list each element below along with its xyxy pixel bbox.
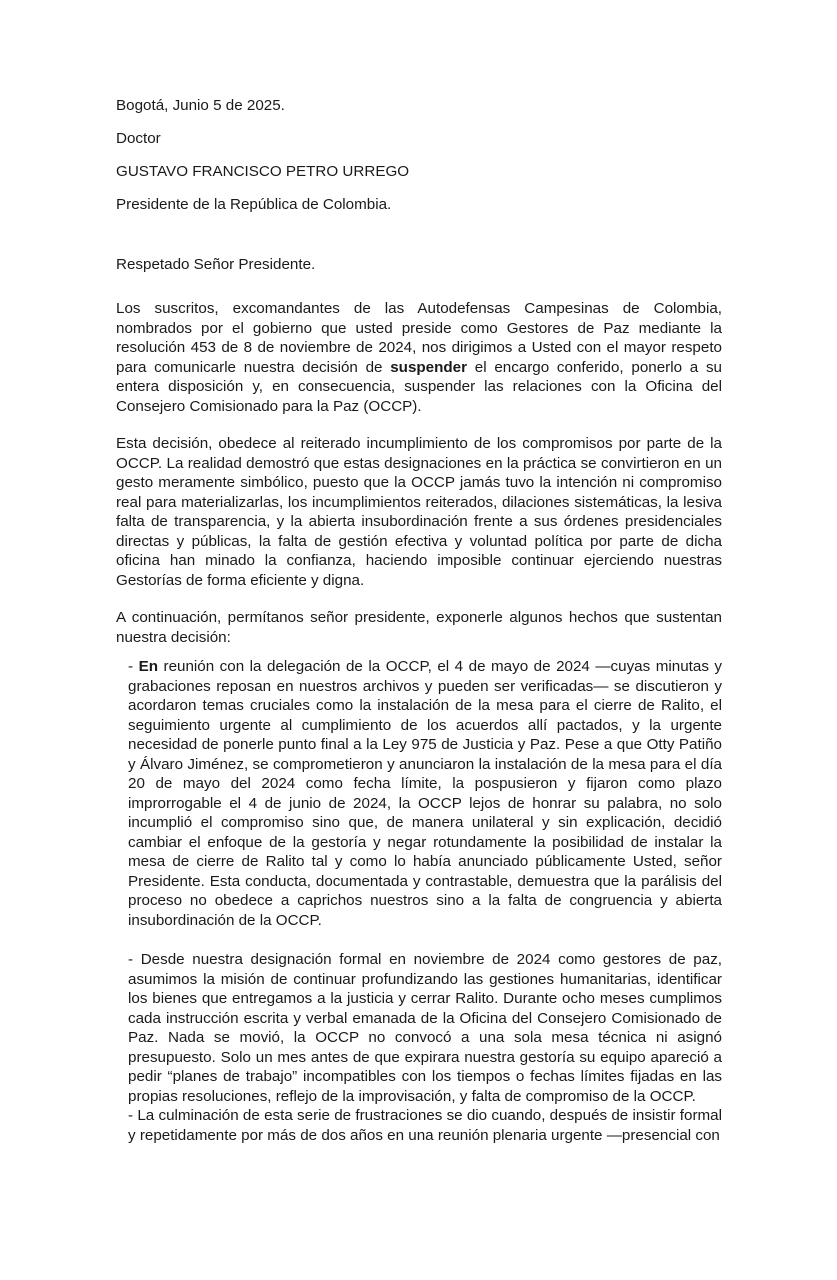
bullet-bold-lead: En bbox=[138, 658, 158, 675]
letter-page bbox=[116, 96, 722, 1145]
bullet-dash: - bbox=[128, 658, 139, 675]
recipient-position: Presidente de la República de Colombia. bbox=[116, 196, 392, 213]
paragraph-reasons: Esta decisión, obedece al reiterado incumplimiento de los compromisos por parte de la OCCP. La realidad demostró que estas designaciones en la práctica se convirtieron en un gesto meramente simbólico, puesto que la OCCP jamás tuvo la intención ni compromiso real para materializarlas, los incumplimientos reiterados, dilaciones sistemáticas, la lesiva falta de transparencia, y la abierta insubordinación frente a sus órdenes presidenciales directas y públicas, la falta de gestión efectiva y voluntad política por parte de dicha oficina han minado la confianza, haciendo imposible continuar ejerciendo nuestras Gestorías de forma eficiente y digna. bbox=[116, 435, 722, 589]
bullet-text: Desde nuestra designación formal en noviembre de 2024 como gestores de paz, asumimos la misión de continuar profundizando las gestiones humanitarias, identificar los bienes que entregamos a la justicia y cerrar Ralito. Durante ocho meses cumplimos cada instrucción escrita y verbal emanada de la Oficina del Consejero Comisionado de Paz. Nada se movió, la OCCP no convocó a una sola mesa técnica ni asignó presupuesto. Solo un mes antes de que expirara nuestra gestoría su equipo apareció a pedir “planes de trabajo” incompatibles con los tiempos o fechas límites fijadas en las propias resoluciones, reflejo de la improvisación, y falta de compromiso de la OCCP. bbox=[128, 951, 723, 1105]
date-line: Bogotá, Junio 5 de 2025. bbox=[116, 97, 285, 114]
paragraph-intro-facts: A continuación, permítanos señor presidente, exponerle algunos hechos que sustentan nuestra decisión: bbox=[116, 609, 722, 646]
paragraph-text: Los suscritos, excomandantes de las Autodefensas Campesinas de Colombia, nombrados por el gobierno que usted preside como Gestores de Paz mediante la resolución 453 de 8 de noviembre de 2024, nos dirigimos a Usted con el mayor respeto para comunicarle nuestra decisión de bbox=[116, 300, 722, 376]
bullet-text: reunión con la delegación de la OCCP, el 4 de mayo de 2024 —cuyas minutas y grabaciones reposan en nuestros archivos y pueden ser verificadas— se discutieron y acordaron temas cruciales como la instalación de la mesa para el cierre de Ralito, el seguimiento urgente al cumplimiento de los acuerdos allí pactados, y la urgente necesidad de ponerle punto final a la Ley 975 de Justicia y Paz. Pese a que Otty Patiño y Álvaro Jiménez, se comprometieron y anunciaron la instalación de la mesa para el día 20 de mayo del 2024 como fecha límite, la pospusieron y fijaron como plazo improrrogable el 4 de junio de 2024, la OCCP lejos de honrar su palabra, no solo incumplió el compromiso sino que, de manera unilateral y sin explicación, decidió cambiar el enfoque de la gestoría y negar rotundamente la posibilidad de instalar la mesa de cierre de Ralito tal y como lo había anunciado públicamente Usted, señor Presidente. Esta conducta, documentada y contrastable, demuestra que la parálisis del proceso no obedece a caprichos nuestros sino a la falta de congruencia y abierta insubordinación de la OCCP. bbox=[128, 658, 723, 929]
fact-item bbox=[128, 657, 722, 930]
fact-item bbox=[128, 950, 722, 1106]
bullet-text: La culminación de esta serie de frustraciones se dio cuando, después de insistir formal y repetidamente por más de dos años en una reunión plenaria urgente —presencial con bbox=[128, 1107, 722, 1144]
recipient-name: GUSTAVO FRANCISCO PETRO URREGO bbox=[116, 163, 410, 180]
paragraph-text: el encargo conferido, ponerlo a su entera disposición y, en consecuencia, suspender las relaciones con la Oficina del Consejero Comisionado para la Paz (OCCP). bbox=[116, 358, 722, 415]
paragraph-decision bbox=[116, 299, 722, 416]
salutation: Respetado Señor Presidente. bbox=[116, 256, 316, 273]
emphasis-suspender: suspender bbox=[390, 358, 468, 376]
fact-item bbox=[128, 1106, 722, 1145]
bullet-dash: - bbox=[128, 951, 141, 968]
recipient-title: Doctor bbox=[116, 130, 161, 147]
bullet-dash: - bbox=[128, 1107, 138, 1124]
